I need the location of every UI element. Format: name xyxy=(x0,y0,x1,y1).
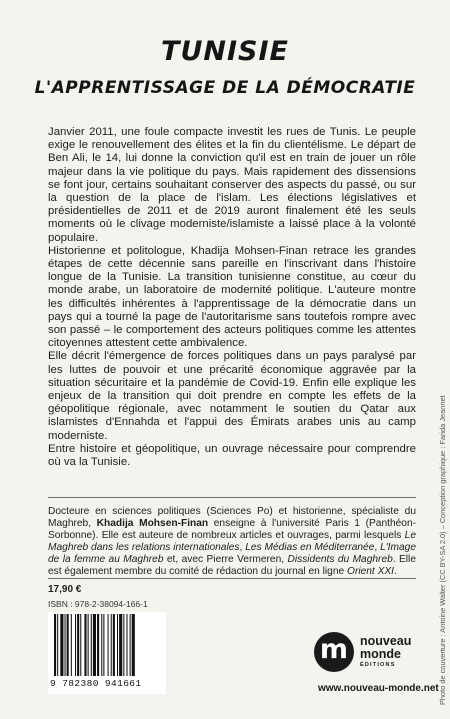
author-name: Khadija Mohsen-Finan xyxy=(96,518,209,530)
photo-credit: Photo de couverture : Antoine Walter (CC BY-SA 2.0) – Conception graphique : Farida Jeannet xyxy=(438,395,447,705)
publisher-name-line3: ÉDITIONS xyxy=(360,662,396,668)
bio-text: . Elle est également membre du comité de rédaction du journal en ligne xyxy=(48,554,416,578)
blurb-paragraph: Elle décrit l'émergence de forces politiques dans un pays paralysé par les luttes de pouvoir et une précarité économique aggravée par la situation sécuritaire et la pandémie de Covid-19. Enfin elle explique les enjeux de la transition qui doit prendre en compte les effets de la géopolitique régionale, avec notamment le soutien du Qatar aux islamistes d'Ennahda et l'appui des Émirats arabes unis au camp moderniste. xyxy=(48,350,416,442)
book-title: TUNISIE xyxy=(161,36,289,67)
barcode xyxy=(48,612,166,694)
book-reference: Les Médias en Méditerranée xyxy=(245,542,375,554)
barcode-bars xyxy=(54,614,160,678)
author-bio: Docteure en sciences politiques (Sciences Po) et historienne, spécialiste du Maghreb, Khadija Mohsen-Finan enseigne à l'université Paris 1 (Panthéon-Sorbonne). Elle est auteure de nombreux articles et ouvrages, parmi lesquels Le Maghreb dans les relations internationales, Les Médias en Méditerranée, L'Image de la femme au Maghreb et, avec Pierre Vermeren, Dissidents du Maghreb. Elle est également membre du comité de rédaction du journal en ligne Orient XXI. xyxy=(48,506,417,578)
book-reference: L'Image de la femme au Maghreb xyxy=(48,542,416,566)
bio-text: enseigne à l'université Paris 1 (Panthéon-Sorbonne). Elle est auteure de nombreux articles et ouvrages, parmi lesquels xyxy=(48,518,417,542)
journal-name: Orient XXI xyxy=(347,566,395,578)
publisher-logo-icon: m xyxy=(314,632,354,672)
publisher-logo xyxy=(314,632,418,676)
book-reference: Le Maghreb dans les relations internationales xyxy=(48,530,416,554)
price-label: 17,90 € xyxy=(48,584,82,595)
blurb-paragraph: Historienne et politologue, Khadija Mohsen-Finan retrace les grandes étapes de cette décennie sans pareille en l'inscrivant dans l'histoire longue de la Tunisie. La transition tunisienne constitue, au cœur du monde arabe, un laboratoire de modernité politique. L'auteure montre les difficultés inhérentes à l'apprentissage de la démocratie dans un pays qui a tourné la page de l'autoritarisme sans toutefois rompre avec son passé – le comportement des acteurs politiques comme les attentes citoyennes attestent cette ambivalence. xyxy=(48,244,416,350)
bio-text: Docteure en sciences politiques (Sciences Po) et historienne, spécialiste du Maghreb, xyxy=(48,506,416,530)
publisher-website: www.nouveau-monde.net xyxy=(318,683,439,694)
blurb-paragraph: Entre histoire et géopolitique, un ouvrage nécessaire pour comprendre où va la Tunisie. xyxy=(48,442,416,469)
back-cover-blurb xyxy=(48,126,416,469)
blurb-paragraph: Janvier 2011, une foule compacte investit les rues de Tunis. Le peuple exige le renouvellement des élites et la fin du clientélisme. Le départ de Ben Ali, le 14, lui donne la conviction qu'il est en train de jouer un rôle majeur dans la vie politique du pays. Mais rapidement des dissensions se font jour, certains souhaitant conserver des aspects du passé, ou sur la question de la place de l'islam. Les élections législatives et présidentielles de 2011 et de 2019 auront finalement été les seuls moments où le clivage moderniste/islamiste a laissé place à la volonté populaire. xyxy=(48,126,416,244)
divider-top xyxy=(48,497,416,498)
book-subtitle: L'APPRENTISSAGE DE LA DÉMOCRATIE xyxy=(34,78,416,98)
isbn-label: ISBN : 978-2-38094-166-1 xyxy=(48,599,148,609)
barcode-digits: 9 782380 941661 xyxy=(50,678,142,689)
book-reference: Dissidents du Maghreb xyxy=(287,554,393,566)
publisher-name-line1: nouveau xyxy=(360,634,412,648)
bio-text: et, avec Pierre Vermeren, xyxy=(163,554,288,566)
divider-bottom xyxy=(48,578,416,579)
publisher-name-line2: monde xyxy=(360,647,401,661)
